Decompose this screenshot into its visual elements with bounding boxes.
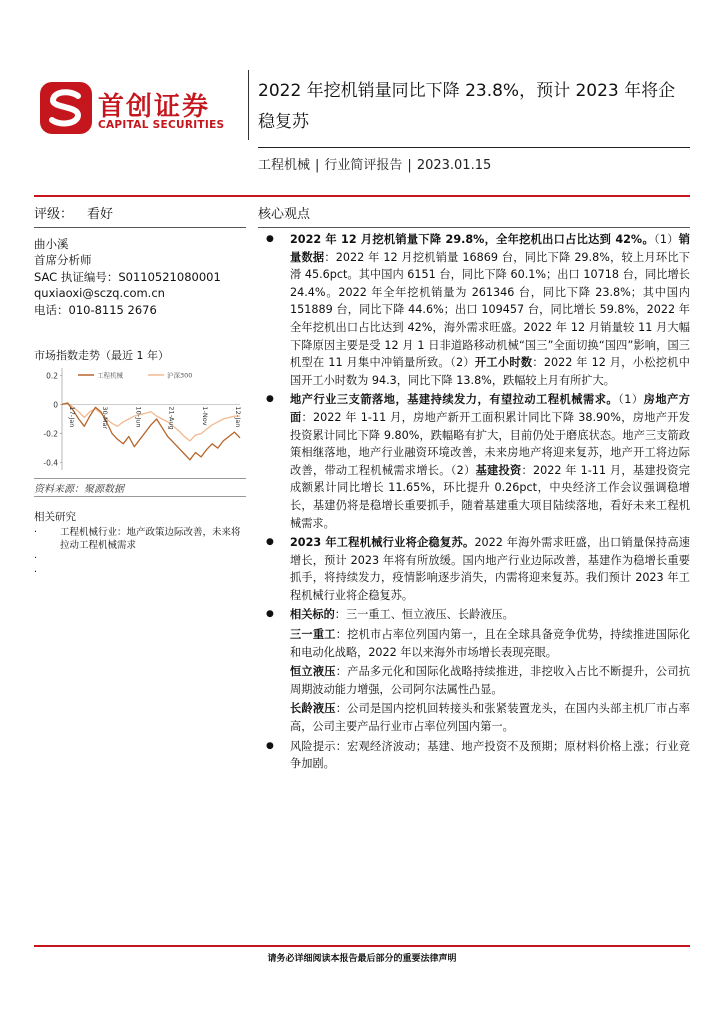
bullet-icon: ● [266, 234, 274, 244]
capital-securities-logo-icon [40, 82, 92, 134]
series-line [62, 403, 240, 441]
target-hengli [262, 663, 690, 698]
title-rule [258, 147, 690, 148]
analyst-phone: 电话：010-8115 2676 [34, 302, 157, 317]
related-research-empty [34, 552, 246, 566]
related-research-title: 相关研究 [34, 511, 76, 523]
analyst-name: 曲小溪 [34, 237, 69, 251]
chart-title: 市场指数走势（最近 1 年） [34, 349, 169, 362]
report-date: 2023.01.15 [416, 158, 492, 173]
related-research-text: 工程机械行业：地产政策边际改善，未来将拉动工程机械需求 [60, 527, 241, 551]
legend-label: 工程机械 [97, 371, 123, 380]
infra-label: 基建投资 [475, 463, 522, 477]
chart-source: 资料来源：聚源数据 [34, 484, 124, 495]
related-research-list [34, 526, 246, 580]
footer-red-rule [34, 945, 690, 947]
bullet-dot-icon: · [34, 527, 38, 538]
rating-label: 评级： [34, 207, 74, 222]
marker: （2） [450, 356, 475, 370]
sales-heading: 2022 年 12 月挖机销量下降 29.8%，全年挖机出口占比达到 42%。 [290, 233, 654, 246]
x-tick-label: 1-Nov [200, 406, 209, 426]
outlook-text: 2022 年海外需求旺盛，出口销量保持高速增长，预计 2023 年将有所放缓。国内地产行业边际改善，基建作为稳增长重要抓手，将持续发力，疫情影响逐步消失，内需将迎来复苏。我们预计 2023 年工程机械行业将企稳复苏。 [290, 536, 690, 602]
hengli-text: ：产品多元化和国际化战略持续推进，非挖收入占比不断提升，公司抗周期波动能力增强，公司阿尔法属性凸显。 [290, 665, 690, 696]
outlook-heading: 2023 年工程机械行业将企稳复苏。 [290, 536, 475, 550]
footer-disclaimer[interactable]: 请务必详细阅读本报告最后部分的重要法律声明 [267, 954, 457, 964]
x-tick-label: 10-Jun [134, 406, 143, 428]
y-tick-label: -0.4 [43, 458, 58, 468]
x-tick-label: 21-Aug [167, 406, 176, 430]
target-changling [262, 700, 690, 735]
target-sany [262, 626, 690, 661]
rating-rule [34, 227, 246, 228]
header-red-rule [34, 195, 690, 197]
header-divider [248, 70, 249, 140]
bullet-property [262, 391, 690, 532]
analyst-email: quxiaoxi@sczq.com.cn [34, 286, 165, 301]
changling-label: 长龄液压 [290, 702, 336, 716]
bullet-dot-icon: · [34, 553, 38, 564]
rating [34, 203, 113, 222]
bullet-outlook [262, 534, 690, 604]
analyst-sac: SAC 执证编号：S0110521080001 [34, 269, 221, 284]
bullet-risk [262, 738, 690, 773]
bullet-icon: ● [266, 740, 274, 751]
logo-english-name: CAPITAL SECURITIES [98, 119, 225, 131]
rating-value: 看好 [87, 207, 114, 222]
sany-label: 三一重工 [290, 628, 336, 642]
related-research-item[interactable] [34, 526, 246, 552]
property-heading: 地产行业三支箭落地，基建持续发力，有望拉动工程机械需求。 [290, 393, 619, 407]
bullet-dot-icon: · [34, 567, 38, 578]
logo-chinese-name: 首创证券 [98, 92, 211, 122]
property-text: ：2022 年 1-11 月，房地产新开工面积累计同比下降 38.90%，房地产开发投资累计同比下降 9.80%，跌幅略有扩大，目前仍处于磨底状态。地产三支箭政策相继落地，地产行业融资环境改善，未来房地产将迎来复苏，地产开工将边际改善，带动工程机械需求增长。 [290, 410, 690, 477]
legend-label: 沪深300 [167, 371, 193, 380]
sales-data-text: ：2022 年 12 月挖机销量 16869 台，同比下降 29.8%，较上月环比下滑 45.6pct。其中国内 6151 台，同比下降 60.1%；出口 10718 台，同比增长 24.4%。2022 年全年挖机销量为 261346 台，同比下降 23.8%；其中国内 151889 台，同比下降 44.6%；出口 109457 台，同比增长 59.8%，2022 年全年挖机出口占比达到 42%，海外需求旺盛。2022 年 12 月销量较 11 月大幅下降原因主要是受 12 月 1 日非道路移动机械“国三”全面切换“国四”影响，国三机型在 11 月集中冲销量所致。 [290, 250, 690, 370]
source-rule [34, 496, 246, 497]
hours-label: 开工小时数 [474, 356, 533, 370]
bullet-sales [262, 231, 690, 389]
bullet-icon: ● [266, 609, 274, 620]
y-tick-label: 0 [53, 400, 58, 410]
targets-text: ：三一重工、恒立液压、长龄液压。 [334, 608, 514, 622]
risk-text: 风险提示：宏观经济波动；基建、地产投资不及预期；原材料价格上涨；行业竞争加剧。 [290, 739, 690, 771]
section-rule [258, 227, 690, 228]
y-tick-label: -0.2 [43, 429, 58, 439]
targets-label: 相关标的 [290, 608, 335, 622]
x-tick-label: 30-Mar [101, 406, 110, 430]
core-content [262, 231, 690, 775]
analyst-info [34, 236, 244, 318]
report-type-label: 行业简评报告 [324, 158, 403, 173]
analyst-title: 首席分析师 [34, 253, 92, 268]
hengli-label: 恒立液压 [290, 665, 336, 679]
infra-text: ：2022 年 1-11 月，基建投资完成额累计同比增长 11.65%，环比提升 0.26pct，中央经济工作会议强调稳增长，基建仍将是稳增长重要抓手，随着基建重大项目陆续落地，看好未来工程机械需求。 [290, 463, 690, 530]
marker: （1） [653, 233, 679, 246]
report-title: 2022 年挖机销量同比下降 23.8%，预计 2023 年将企稳复苏 [258, 81, 676, 132]
section-title: 核心观点 [258, 207, 311, 222]
marker: （1） [618, 393, 644, 407]
report-subtitle: 工程机械 | 行业简评报告 | 2023.01.15 [258, 158, 492, 173]
sany-text: ：挖机市占率位列国内第一，且在全球具备竞争优势，持续推进国际化和电动化战略，2022 年以来海外市场增长表现亮眼。 [290, 628, 690, 659]
property-label: 房地产方面 [290, 393, 690, 424]
bullet-targets [262, 606, 690, 624]
bullet-icon: ● [266, 537, 274, 548]
x-tick-label: 12-Jan [234, 406, 242, 428]
changling-text: ：公司是国内挖机回转接头和张紧装置龙头，在国内头部主机厂市占率高，公司主要产品行业市占率位列国内第一。 [290, 702, 690, 734]
related-research-empty [34, 566, 246, 580]
chart-rule [34, 478, 246, 479]
y-tick-label: 0.2 [46, 371, 58, 381]
sector-label: 工程机械 [258, 158, 311, 173]
market-index-chart [34, 362, 246, 476]
bullet-icon: ● [266, 394, 274, 405]
marker: （2） [450, 463, 476, 477]
x-tick-label: 17-Jan [68, 406, 76, 428]
sales-data-label: 销量数据 [290, 233, 690, 264]
hours-text: ：2022 年 12 月，小松挖机中国开工小时数为 94.3，同比下降 13.8%，跌幅较上月有所扩大。 [290, 356, 690, 387]
